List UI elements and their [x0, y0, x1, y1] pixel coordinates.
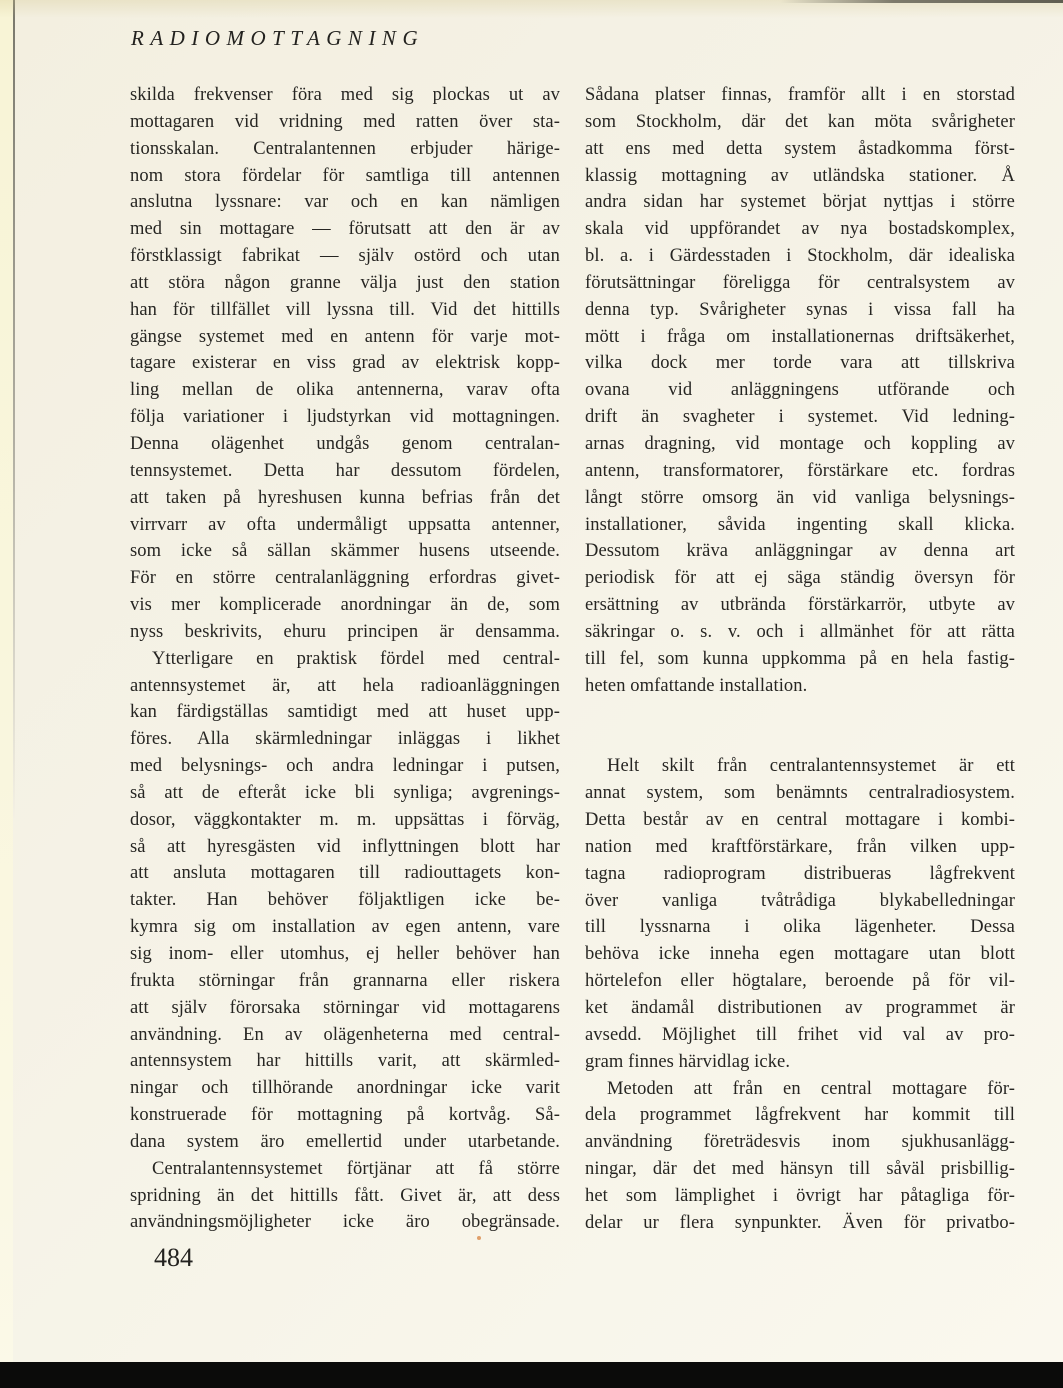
text-line: mött i fråga om installationernas driftsäkerhet, [585, 326, 1015, 347]
text-line: tennsystemet. Detta har dessutom fördelen, [130, 460, 560, 481]
text-line: behöva icke inneha egen mottagare utan blott [585, 944, 1015, 965]
text-line: Sådana platser finnas, framför allt i en storstad [585, 85, 1015, 105]
text-line: antennsystem har hittills varit, att skärmled- [130, 1051, 560, 1072]
text-line: bl. a. i Gärdesstaden i Stockholm, där idealiska [585, 246, 1015, 267]
paragraph [585, 82, 1015, 699]
text-line: avsedd. Möjlighet till frihet vid val av pro- [585, 1024, 1015, 1045]
text-line: nyss beskrivits, ehuru principen är densamma. [130, 621, 560, 642]
text-line: Detta består av en central mottagare i kombi- [585, 810, 1015, 831]
text-line: installationer, såvida ingenting skall klicka. [585, 514, 1015, 535]
text-line: mottagaren vid vridning med ratten över sta- [130, 111, 560, 132]
text-line: Dessutom kräva anläggningar av denna art [585, 541, 1015, 562]
text-line: arnas dragning, vid montage och koppling av [585, 433, 1015, 454]
text-line: tagna radioprogram distribueras lågfrekvent [585, 863, 1015, 884]
text-line: vis mer komplicerade anordningar än de, som [130, 595, 560, 616]
text-line: het som lämplighet i övrigt har påtagliga för- [585, 1185, 1015, 1206]
text-line: anslutna lyssnare: var och en kan nämligen [130, 192, 560, 213]
text-line: användningsmöjligheter icke äro obegränsade. [130, 1212, 560, 1233]
text-line: virrvarr av ofta undermåligt uppsatta antenner, [130, 514, 560, 535]
text-line: ovana vid anläggningens utförande och [585, 380, 1015, 401]
text-line: Ytterligare en praktisk fördel med central- [152, 648, 560, 669]
text-line: Helt skilt från centralantennsystemet är ett [607, 756, 1015, 777]
text-line: tagare existerar en viss grad av elektrisk kopp- [130, 353, 560, 374]
text-line: skilda frekvenser föra med sig plockas ut av [130, 85, 560, 105]
text-line: Denna olägenhet undgås genom centralan- [130, 433, 560, 454]
text-line: drift än svagheter i systemet. Vid ledning- [585, 407, 1015, 428]
text-line: sig inom- eller utomhus, ej heller behöver han [130, 944, 560, 964]
text-line: denna typ. Svårigheter synas i vissa fall ha [585, 299, 1015, 320]
text-line: nation med kraftförstärkare, från vilken upp- [585, 836, 1015, 857]
text-line: nom stora fördelar för samtliga till antennen [130, 165, 560, 186]
text-line: med belysnings- och andra ledningar i putsen, [130, 756, 560, 777]
text-line: annat system, som benämnts centralradiosystem. [585, 783, 1015, 804]
text-line: till fel, som kunna uppkomma på en hela fastig- [585, 648, 1015, 669]
text-line: följa variationer i ljudstyrkan vid mottagningen. [130, 407, 560, 428]
text-line: hörtelefon eller högtalare, beroende på för vil- [585, 971, 1015, 992]
text-line: som icke så sällan skämmer husens utseende. [130, 541, 560, 562]
paragraph [130, 1156, 560, 1237]
text-line: För en större centralanläggning erfordras givet- [130, 568, 560, 589]
scan-bottom-band [0, 1362, 1063, 1388]
text-line: till lyssnarna i olika lägenheter. Dessa [585, 917, 1015, 938]
text-line: förstklassigt fabrikat — själv ostörd och utan [130, 246, 560, 267]
text-line: säkringar o. s. v. och i allmänhet för att rätta [585, 621, 1015, 642]
text-line: kymra sig om installation av egen antenn, vare [130, 917, 560, 938]
text-line: att taken på hyreshusen kunna befrias från det [130, 487, 560, 508]
paragraph [130, 82, 560, 646]
text-line: att ens med detta system åstadkomma först- [585, 138, 1015, 159]
text-line: ningar, där det med hänsyn till såväl prisbillig- [585, 1159, 1015, 1180]
text-line: ket ändamål distributionen av programmet är [585, 998, 1015, 1018]
text-line: gängse systemet med en antenn för varje mot- [130, 326, 560, 347]
text-line: dana system äro emellertid under utarbetande. [130, 1131, 560, 1152]
text-line: andra sidan har systemet börjat nyttjas i större [585, 192, 1015, 213]
text-line: med sin mottagare — förutsatt att den är av [130, 219, 560, 240]
text-line: ling mellan de olika antennerna, varav ofta [130, 380, 560, 401]
text-line: gram finnes härvidlag icke. [585, 1051, 791, 1072]
text-line: föres. Alla skärmledningar inläggas i likhet [130, 729, 560, 750]
text-line: konstruerade för mottagning på kortvåg. Så- [130, 1105, 560, 1126]
paper-speck [477, 1236, 481, 1240]
text-line: så att de efteråt icke bli synliga; avgrenings- [130, 782, 560, 803]
text-line: takter. Han behöver följaktligen icke be- [130, 890, 560, 911]
text-line: tionsskalan. Centralantennen erbjuder härige- [130, 138, 560, 159]
paper-edge-strip [0, 0, 13, 1388]
paragraph [585, 1076, 1015, 1237]
page-number: 484 [154, 1243, 193, 1272]
text-line: att störa någon granne välja just den station [130, 272, 560, 293]
text-line: klassig mottagning av utländska stationer. Å [585, 165, 1015, 186]
text-line: periodisk för att ej säga ständig översyn för [585, 568, 1015, 589]
text-line: spridning än det hittills fått. Givet är, att dess [130, 1185, 560, 1206]
text-line: delar ur flera synpunkter. Även för privatbo- [585, 1212, 1015, 1233]
text-line: antenn, transformatorer, förstärkare etc. fordras [585, 460, 1015, 481]
paper-edge-line [13, 0, 15, 820]
text-line: användning företrädesvis inom sjukhusanlägg- [585, 1132, 1015, 1153]
text-line: Metoden att från en central mottagare för- [607, 1078, 1015, 1099]
text-line: ersättning av utbrända förstärkarrör, utbyte av [585, 595, 1015, 616]
text-line: heten omfattande installation. [585, 675, 808, 696]
text-line: att ansluta mottagaren till radiouttagets kon- [130, 863, 560, 884]
text-line: användning. En av olägenheterna med central- [130, 1024, 560, 1045]
text-line: som Stockholm, där det kan möta svårigheter [585, 111, 1015, 132]
text-line: dela programmet lågfrekvent har kommit till [585, 1105, 1015, 1126]
paragraph [130, 646, 560, 1156]
text-line: förutsättningar föreligga för centralsystem av [585, 272, 1015, 293]
paragraph [585, 753, 1015, 1075]
paper-top-edge-line [780, 0, 1063, 3]
text-column-right [585, 82, 1015, 1237]
running-head: RADIOMOTTAGNING [131, 26, 425, 50]
text-line: vilka dock mer torde vara att tillskriva [585, 353, 1015, 374]
text-line: kan färdigställas samtidigt med att huset upp- [130, 702, 560, 723]
text-line: att själv förorsaka störningar vid mottagarens [130, 997, 560, 1018]
text-line: så att hyresgästen vid inflyttningen blott har [130, 836, 560, 857]
text-line: skala vid uppförandet av nya bostadskomplex, [585, 219, 1015, 240]
text-line: ningar och tillhörande anordningar icke varit [130, 1078, 560, 1099]
text-line: Centralantennsystemet förtjänar att få större [152, 1158, 560, 1179]
text-line: över vanliga tvåtrådiga blykabelledningar [585, 890, 1015, 911]
text-column-left [130, 82, 560, 1236]
text-line: frukta störningar från grannarna eller riskera [130, 970, 560, 991]
text-line: antennsystemet är, att hela radioanläggningen [130, 675, 560, 696]
text-line: långt större omsorg än vid vanliga belysnings- [585, 487, 1015, 508]
text-line: dosor, väggkontakter m. m. uppsättas i förväg, [130, 809, 560, 830]
text-line: han för tillfället vill lyssna till. Vid det hittills [130, 299, 560, 320]
